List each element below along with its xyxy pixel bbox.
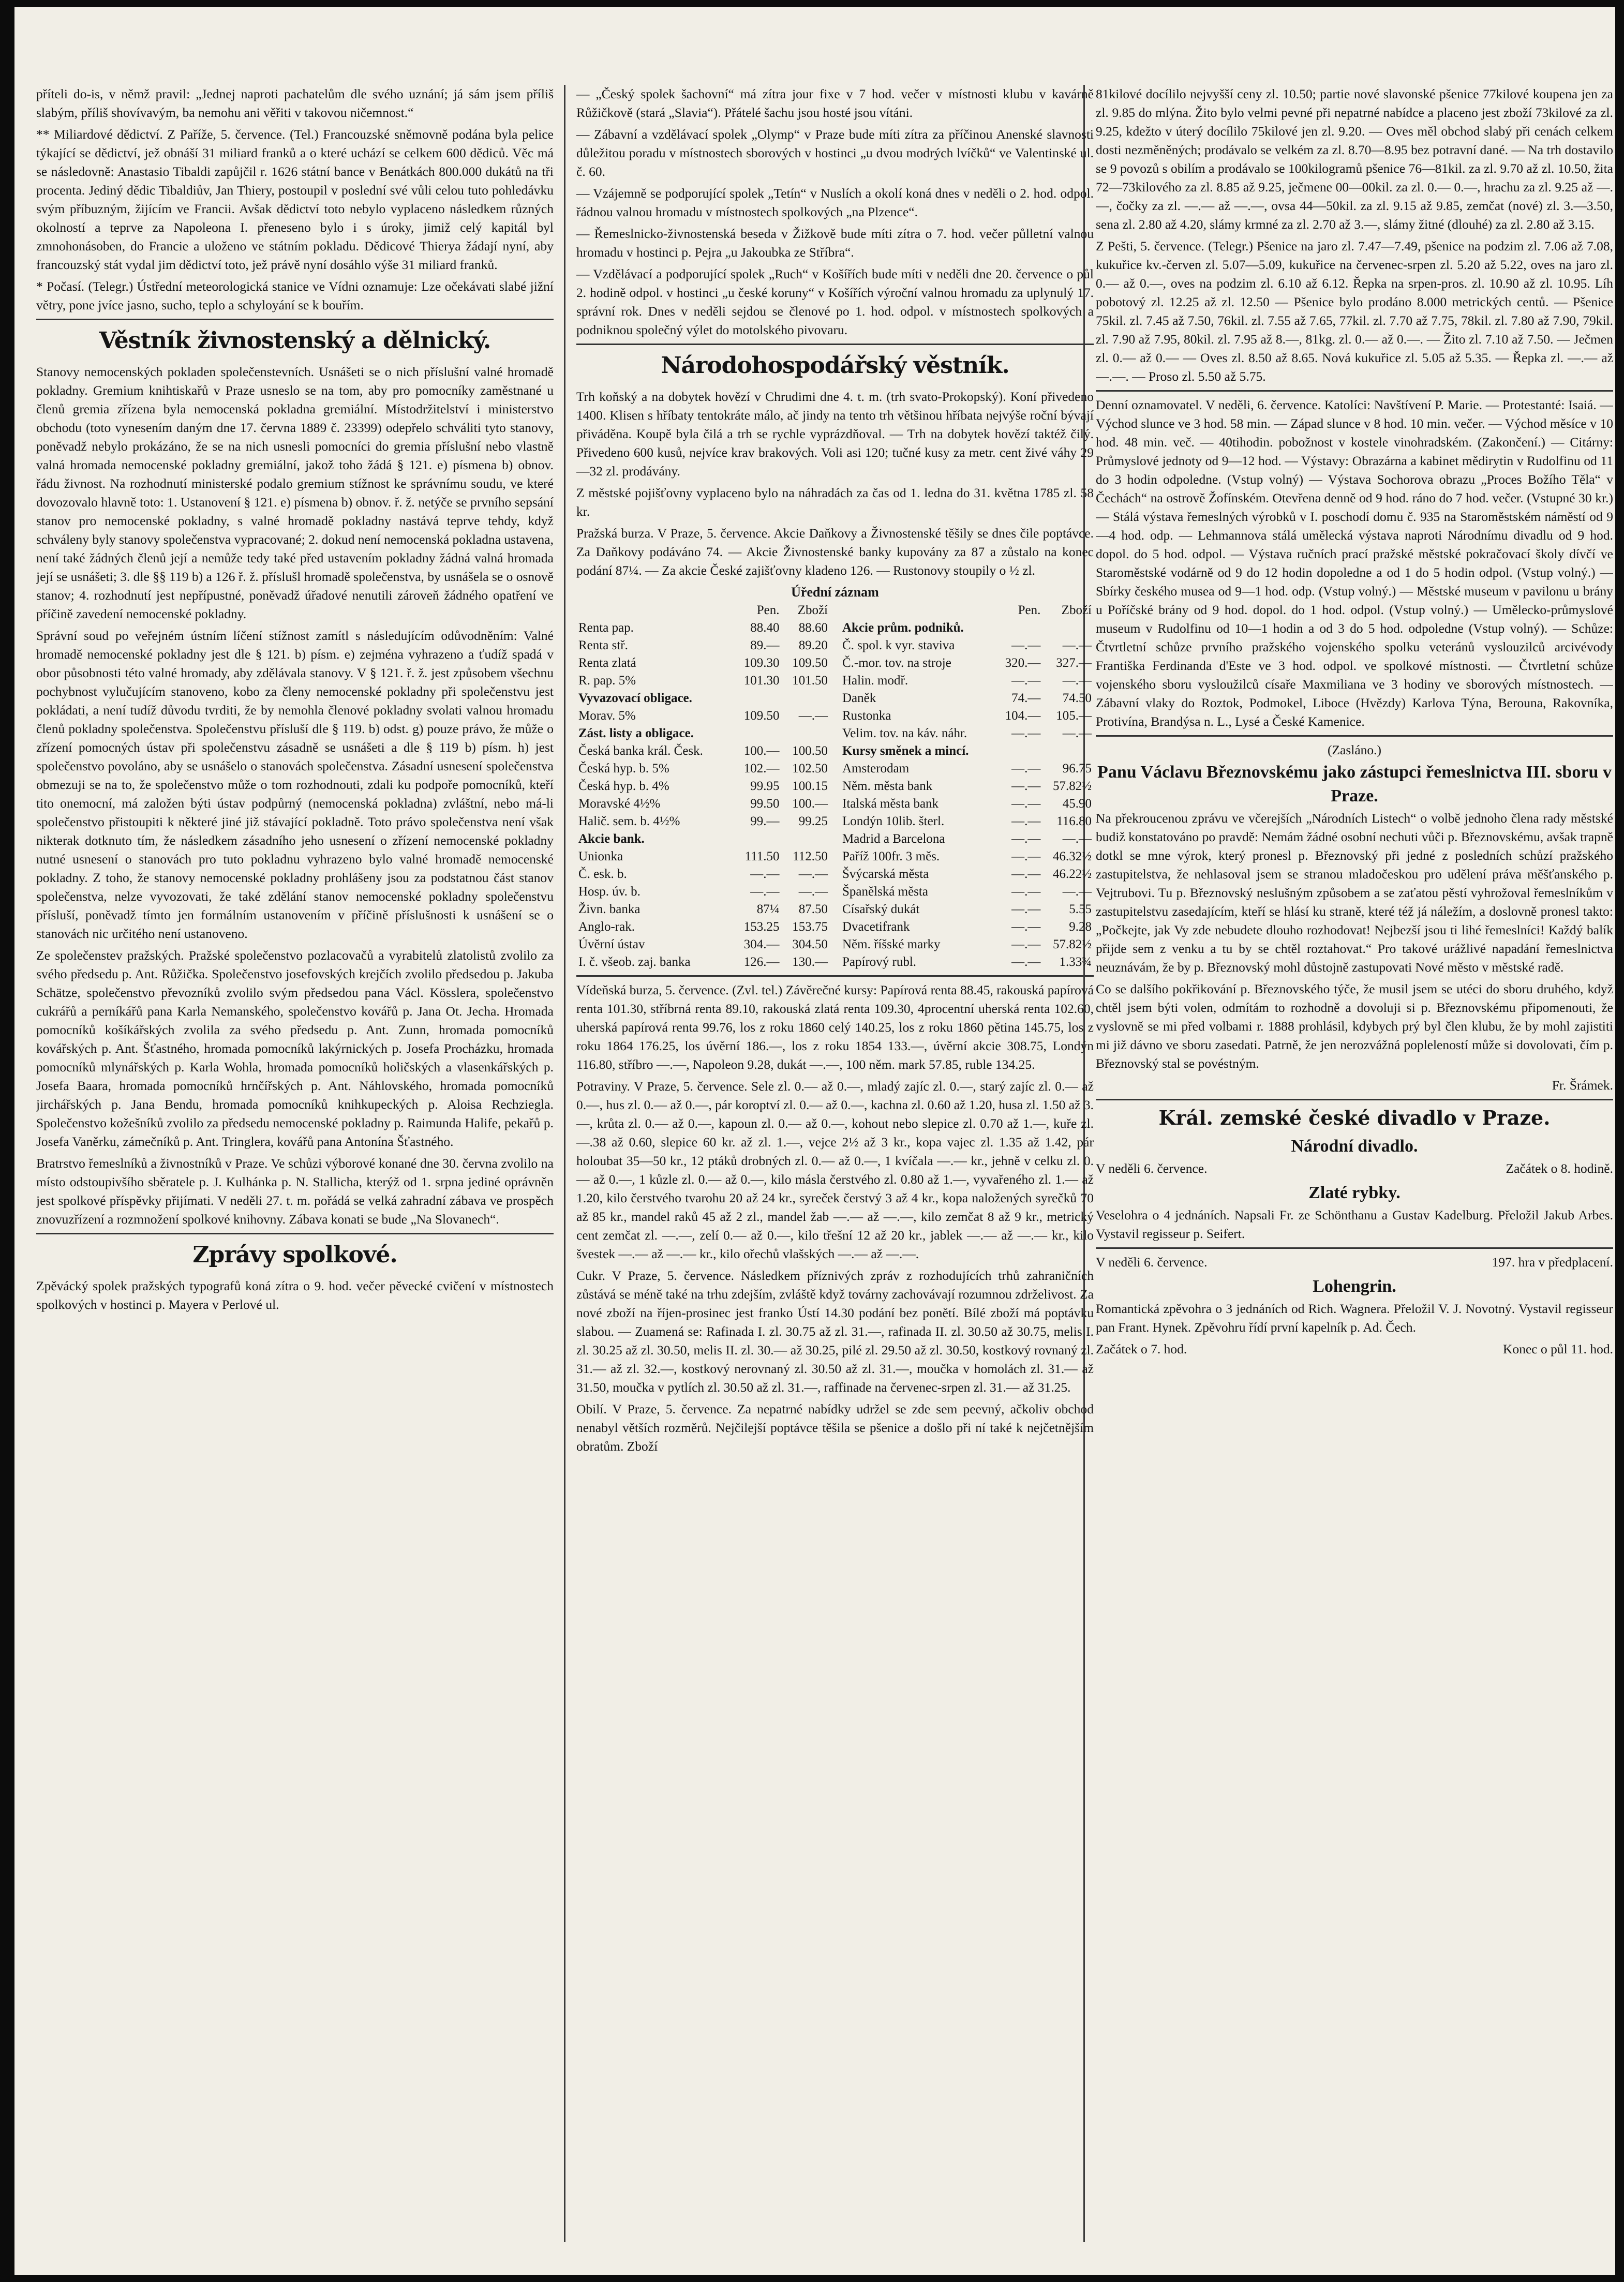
table-row: [840, 725, 1094, 742]
performance-date-row: [1096, 1253, 1613, 1272]
article-paragraph: Denní oznamovatel. V neděli, 6. července. Katolíci: Navštívení P. Marie. — Protestanté: Isaiá. — Východ slunce ve 3 hod. 58 min. — Západ slunce v 8 hod. 10 min. večer. — Východ měsíce v 10 hod. 48 min. več. — 40tihodin. pobožnost v kostele vinohradském. (Zakončení.) — Citárny: Průmyslové jednoty od 9—12 hod. — Výstavy: Obrazárna a kabinet mědirytin v Rudolfinu od 11 do 3 hodin odpoledne. (Vstup volný) — Výstava Sochorova obrazu „Proces Božího Těla“ v Čechách“ na ostrově Žofínském. Otevřena denně od 9 hod. ráno do 7 hod. večer. (Vstupné 30 kr.) — Stálá výstava řemeslných výrobků v I. poschodí domu č. 935 na Staroměstském náměstí od 9—4 hod. odp. — Lehmannova stálá umělecká výstava naproti Národnímu divadlu od 9 hod. dopol. do 5 hod. odpol. — Výstava ručních prací pražské městské pokračovací školy dívčí ve Staroměstské vodárně od 9 do 12 hodin dopoledne a od 1 do 5 hodin odpol. (Vstup volný.) — Sbírky českého musea od 9—1 hod. odp. (Vstup volný.) — Městské museum v pavilonu u brány u Poříčské brány od 9 hod. dopol. do 1 hod. odpol. (Vstup volný.) — Umělecko-průmyslové museum v Rudolfinu od 10—1 hodin a od 3 do 5 hod. odpoledne (Vstup volný). — Schůze: Čtvrtletní schůze prvního pražského vojenského spolku veteránů vyslouzilců arcivévody Františka Ferdinanda d'Este ve 3 hod. odpol. ve spolkové místnosti. — Čtvrtletní schůze vojenského sboru vysloužilců císaře Maxmiliana ve 3 hodiny ve sborových místnostech. — Zábavní vlaky do Roztok, Podmokel, Liboce (Hvězdy) Karlova Týna, Berouna, Rakovníka, Protivína, Brandýsa n. L., Lysé a České Kamenice.: [1096, 397, 1613, 729]
column-left: [36, 85, 554, 2242]
quote-pen: 109.30: [743, 656, 780, 670]
newspaper-page: [14, 7, 1615, 2275]
section-rule: [1096, 735, 1613, 737]
quote-label: Akcie prům. podniků.: [842, 621, 964, 635]
table-row: [840, 883, 1094, 901]
quote-pen: 99.50: [750, 797, 780, 811]
quote-label: Č. esk. b.: [578, 867, 627, 881]
quote-label: Moravské 4½%: [578, 797, 661, 811]
table-row: [840, 848, 1094, 866]
column-right: [1096, 85, 1613, 2242]
quote-pen: 304.—: [743, 937, 780, 951]
quote-zbozi: 96.75: [1062, 762, 1092, 775]
table-header-row: [840, 602, 1094, 619]
table-row: [576, 637, 830, 654]
quote-zbozi: 74.50: [1062, 691, 1092, 705]
quote-zbozi: 112.50: [793, 849, 828, 863]
quote-label: Úvěrní ústav: [578, 937, 645, 951]
table-row: [576, 848, 830, 866]
article-paragraph: Na překroucenou zprávu ve včerejších „Národních Listech“ o volbě jednoho člena rady městské budiž konstatováno po pravdě: Nemám žádné osobní nechuti vůči p. Březnovskému, avšak trapně dotkl se mne výrok, který pronesl p. Březnovský při jedné z posledních schůzí pražského zastupitelstva, že nehlasoval jsem se stranou mladočeskou pro udělení práva měšťanského p. Vejtrubovi. Tu p. Březnovský neslušným způsobem a se zaťatou pěstí vyhrožoval řemeslníkům v zastupitelstvu zasedajícím, kteří se hlásí ku straně, které též já náležím, a doslovně pronesl takto: „Počkejte, jak Vy zde nebudete dlouho rozhodovat! Nejbezší jsou ti lihé řemeslníci! Každý balík přijde sem z venku a tu by se chtěl roztahovat.“ Pro takové urážlivé napadání řemeslnictva neuznávám, že by p. Březnovský mohl důstojně zastupovati Nové město v městské radě.: [1096, 811, 1613, 975]
table-row: [576, 901, 830, 918]
quote-pen: —.—: [1011, 920, 1041, 934]
table-row: [576, 866, 830, 883]
quote-zbozi: 100.15: [792, 779, 828, 793]
quote-label: Dvacetifrank: [842, 920, 910, 934]
play-description: Veselohra o 4 jednáních. Napsali Fr. ze Schönthanu a Gustav Kadelburg. Přeložil Jakub Arbes. Vystavil regisseur p. Seifert.: [1096, 1207, 1613, 1241]
performance-start: Začátek o 7. hod.: [1096, 1341, 1187, 1356]
quote-label: Č.-mor. tov. na stroje: [842, 656, 951, 670]
quote-zbozi: 46.32½: [1053, 849, 1092, 863]
quote-label: Č. spol. k vyr. staviva: [842, 638, 955, 652]
table-row: [576, 672, 830, 690]
article-paragraph: Z Pešti, 5. července. (Telegr.) Pšenice na jaro zl. 7.47—7.49, pšenice na podzim zl. 7.06 až 7.08, kukuřice kv.-červen zl. 5.07—5.09, kukuřice na červenec-srpen zl. 5.20 až 5.22, oves na jaro zl. 0.— až 0.—, oves na podzim zl. 6.10 až 6.12. Řepka na srpen-pros. zl. 10.90 až zl. 10.95. Líh pobotový zl. 12.25 až zl. 12.50 — Pšenice bylo prodáno 8.000 metrických centů. — Pšenice 75kil. zl. 7.45 až 7.50, 76kil. zl. 7.55 až 7.65, 77kil. zl. 7.70 až 7.75, 78kil. zl. 7.80 až 7.90, 79kil. zl. 7.90 až 7.95, 80kil. zl. 7.95 až 8.—, 81kg. zl. 0.— až 0.—. — Žito zl. 7.10 až 7.50. — Ječmen zl. 0.— až 0.— — Oves zl. 8.50 až 8.65. Nová kukuřice zl. 5.05 až 5.35. — Řepka zl. —.— až —.—. — Proso zl. 5.50 až 5.75.: [1096, 238, 1613, 384]
quote-zbozi: —.—: [1062, 885, 1092, 899]
quote-pen: 100.—: [743, 744, 780, 758]
article-paragraph: * Počasí. (Telegr.) Ústřední meteorologická stanice ve Vídni oznamuje: Lze očekávati slabé jižní větry, pone jvíce jasno, sucho, teplo a schyloyání se k bouřím.: [36, 279, 554, 312]
article-paragraph: příteli do-is, v němž pravil: „Jednej naproti pachatelům dle svého uznání; já sám jsem příliš slabým, příliš shovívavým, ba nemohu ani věřiti v takovou ničemnost.“: [36, 86, 554, 120]
section-heading: Věstník živnostenský a dělnický.: [99, 327, 491, 354]
performance-time-row: [1096, 1340, 1613, 1359]
table-row: [576, 742, 830, 760]
quote-pen: [995, 619, 1042, 637]
table-row: [840, 830, 1094, 848]
quote-pen: [995, 742, 1042, 760]
quotes-table-left: [576, 602, 830, 971]
quote-zbozi: —.—: [798, 709, 828, 723]
quote-zbozi: 327.—: [1056, 656, 1092, 670]
quote-zbozi: 153.75: [792, 920, 828, 934]
quote-zbozi: —.—: [1062, 674, 1092, 688]
quote-label: Česká banka král. Česk.: [578, 744, 703, 758]
article-paragraph: Stanovy nemocenských pokladen společenstevních. Usnášeti se o nich příslušní valné hromadě pokladny. Gremium knihtiskařů v Praze usneslo se na tom, aby pro pomocníky zaměstnané u členů gremia zřízena byla nemocenská pokladna gremiální. Místodržitelství i ministerstvo obchodu (toto vynesením daným dne 17. června 1889 č. 23399) odepřelo schváliti tyto stanovy, poněvadž nebylo prokázáno, že se na nich usnesli pomocníci do gremia příslušní nebo vlastně valná hromada nemocenské pokladny gremiální, jakož toho žádá § 121. e) písmena b) obnov. řádu živnost. Na rozhodnutí ministerské podalo gremium stížnost ke správnímu soudu, ve které dovozovalo hlavně toto: 1. Ustanovení § 121. e) písmena b) obnov. ř. ž. netýče se prvního sepsání stanov pro nemocenské pokladny, s valné hromadě pokladny nastává teprve tehdy, když schváleny byly stanovy společenstva vypracované; 2. dokud není nemocenská pokladna ustavena, není také žádných členů její a nemůže tedy také před ustavením pokladny žádná valná hromada její se usnášeti; 3. dle §§ 119 b) a 126 ř. ž. příslušl hromadě společenstva, by usnášela se o osnově stanov; 4. rozhodnutí jest nepřípustné, poněvadž úřadové nenutili zároveň žádného opatření ve příčině zavedení nemocenské pokladny.: [36, 364, 554, 621]
table-row: [576, 760, 830, 778]
article-paragraph: Obilí. V Praze, 5. července. Za nepatrné nabídky udržel se zde sem peevný, ačkoliv obchod nenabyl větších rozměrů. Nejčilejší poptávce těšila se pšenice a došlo při ní také k nejčetnějším obratům. Zboží: [576, 1401, 1094, 1454]
quote-pen: —.—: [1011, 867, 1041, 881]
quote-pen: —.—: [1011, 832, 1041, 846]
quote-label: Živn. banka: [578, 902, 640, 916]
section-rule: [1096, 390, 1613, 392]
table-row: [576, 918, 830, 936]
quote-label: Halič. sem. b. 4½%: [578, 814, 680, 828]
signature: Fr. Šrámek.: [1552, 1078, 1613, 1093]
quote-pen: 153.25: [743, 920, 780, 934]
table-row: [840, 778, 1094, 795]
section-rule: [576, 975, 1094, 977]
quote-pen: 104.—: [1005, 709, 1041, 723]
quote-label: Daněk: [842, 691, 876, 705]
quote-zbozi: 105.—: [1056, 709, 1092, 723]
performance-start: Začátek o 8. hodině.: [1506, 1161, 1613, 1176]
quote-zbozi: 57.82½: [1053, 779, 1092, 793]
table-row: [840, 637, 1094, 654]
article-paragraph: Bratrstvo řemeslníků a živnostníků v Praze. Ve schůzi výborové konané dne 30. června zvolilo na místo odstoupivšího sběratele p. J. Kulhánka p. N. Stallicha, kterýž od 1. srpna jediné oprávněn jest spolkové příspěvky přijímati. V neděli 27. t. m. pořádá se velká zahradní zábava ve prospěch znovuzřízení a rozmnožení spolkové knihovny. Zábava konati se bude „Na Slovanech“.: [36, 1156, 554, 1227]
table-row: [576, 795, 830, 813]
quote-label: Vyvazovací obligace.: [578, 691, 692, 705]
quote-zbozi: —.—: [1062, 638, 1092, 652]
article-paragraph: Vídeňská burza, 5. července. (Zvl. tel.) Závěrečné kursy: Papírová renta 88.45, rakouská papírová renta 101.30, stříbrná renta 89.10, rakouská zlatá renta 109.30, 4procentní uherská renta 102.60, uherská papírová renta 99.76, los z roku 1860 celý 140.25, los z roku 1860 pětina 145.75, los z roku 1864 176.25, los úvěrní 186.—, los z roku 1854 133.—, úvěrní akcie 308.75, Londýn 116.80, stříbro —.—, Napoleon 9.28, dukát —.—, 100 něm. mark 57.85, ruble 134.25.: [576, 982, 1094, 1072]
article-paragraph: Ze společenstev pražských. Pražské společenstvo pozlacovačů a vyrabitelů zlatolistů zvolilo za svého předsedu p. Ant. Růžička. Společenstvo josefovských krejčích zvolilo předsedou p. Jakuba Schätze, společenstvo převozníků zvolilo svým předsedou pana Václ. Kösslera, společenstvo cukrářů a perníkářů pana Karla Nemanského, společenstvo kovářů p. Jana Ot. Jecha. Hromada pomocníků košíkářských zvolila za svého předsedu p. Ant. Zunn, hromada pomocníků kovářských p. Ant. Šťastného, hromada pomocníků lakýrnických p. Josefa Procházku, hromada pomocníků mlynářských p. Karla Wohla, hromada pomocníků holičských a vlasenkářských p. Josefa Baara, hromada pomocníků hrnčířských p. Ant. Náhlovského, hromada pomocníků jirchářských p. Jana Bendu, hromada pomocníků knihkupeckých p. Aloisa Rechziegla. Společenstvo kožešníků zvolilo za předsedu nemocenské pokladny p. Raimunda Halife, pekařů p. Josefa Vaněrku, zámečníků p. Ant. Tringlera, kovářů pana Antonína Šťastného.: [36, 948, 554, 1149]
quote-label: Něm. říšské marky: [842, 937, 941, 951]
table-row: [840, 619, 1094, 637]
article-paragraph: Zpěvácký spolek pražských typografů koná zítra o 9. hod. večer pěvecké cvičení v místnostech spolkových v hostinci p. Mayera v Perlové ul.: [36, 1278, 554, 1312]
quote-zbozi: —.—: [798, 885, 828, 899]
article-paragraph: — Vzájemně se podporující spolek „Tetín“ v Nuslích a okolí koná dnes v neděli o 2. hod. odpol. řádnou valnou hromadu v místnostech spolkových „na Plzence“.: [576, 186, 1094, 219]
quote-label: Italská města bank: [842, 797, 939, 811]
quote-pen: 88.40: [750, 621, 780, 635]
quote-zbozi: 88.60: [798, 621, 828, 635]
table-row: [576, 778, 830, 795]
quote-pen: 109.50: [743, 709, 780, 723]
quote-pen: [733, 725, 781, 742]
quote-zbozi: 5.55: [1069, 902, 1092, 916]
quote-label: Císařský dukát: [842, 902, 920, 916]
table-row: [576, 654, 830, 672]
table-row: [840, 936, 1094, 953]
section-rule: [36, 1233, 554, 1234]
quote-label: Papírový rubl.: [842, 955, 917, 969]
quote-pen: 99.—: [750, 814, 780, 828]
quote-pen: —.—: [1011, 955, 1041, 969]
quote-zbozi: —.—: [1062, 726, 1092, 740]
table-row: [840, 901, 1094, 918]
table-row: [840, 953, 1094, 971]
table-row: [840, 918, 1094, 936]
table-header-row: [576, 602, 830, 619]
quote-zbozi: [1042, 742, 1094, 760]
article-paragraph: Co se dalšího pokřikování p. Březnovského týče, že musil jsem se utéci do sboru druhého, když chtěl jsem býti volen, odmítám to rozhodně a dovoluji si p. Březnovskému připomenouti, že vyslovně se mi před volbami r. 1888 prohlásil, kdybych prý byl člen klubu, že by mohl zajistiti mi již dávno ve sboru zasedati. Patrně, že jen nerozvážná popleleností může si dovolovati, čím p. Březnovský stal se povéstným.: [1096, 981, 1613, 1071]
article-paragraph: Cukr. V Praze, 5. července. Následkem příznivých zpráv z rozhodujících trhů zahraničních zůstává se méně také na trhu zdejším, zvláště když továrny zachovávají rozumnou zdrželivost. Za nové zboží na říjen-prosinec jest franko Ústí 14.30 podání bez ponětí. Bílé zboží má poptávku slabou. — Zuamená se: Rafinada I. zl. 30.75 až zl. 31.—, rafinada II. zl. 30.50 až 30.75, melis I. zl. 30.25 až zl. 30.50, melis II. zl. 30.— až 30.25, pilé zl. 29.50 až zl. 30.50, kostkový rovnaný zl. 31.— až zl. 32.—, kostkový nerovnaný zl. 30.50 až zl. 31.—, moučka v homolách zl. 31.— až 31.50, moučka v pytlích zl. 30.50 až zl. 31.—, raffinade na červenec-srpen zl. 31.— až 31.25.: [576, 1268, 1094, 1395]
quote-pen: —.—: [750, 867, 780, 881]
quote-pen: 320.—: [1005, 656, 1041, 670]
quotes-table-right: [840, 602, 1094, 971]
quote-label: I. č. všeob. zaj. banka: [578, 955, 691, 969]
section-heading: Národohospodářský věstník.: [661, 352, 1009, 379]
column-header: Zboží: [1061, 603, 1092, 617]
table-row: [576, 690, 830, 707]
quote-zbozi: 99.25: [798, 814, 828, 828]
article-paragraph: Pražská burza. V Praze, 5. července. Akcie Daňkovy a Živnostenské těšily se dnes čile poptávce. Za Daňkovy podáváno 74. — Akcie Živnostenské banky kupovány za 87 a zůstalo na konec podání 87¼. — Za akcie České zajišťovny kladeno 126. — Rustonovy stoupily o ½ zl.: [576, 526, 1094, 578]
quote-zbozi: —.—: [798, 867, 828, 881]
play-title: Lohengrin.: [1313, 1277, 1396, 1296]
quote-pen: [733, 830, 781, 848]
table-row: [840, 654, 1094, 672]
quote-pen: —.—: [1011, 814, 1041, 828]
quote-pen: 87¼: [756, 902, 780, 916]
quote-label: Amsterodam: [842, 762, 910, 775]
quote-zbozi: 89.20: [798, 638, 828, 652]
quote-pen: —.—: [750, 885, 780, 899]
table-row: [576, 936, 830, 953]
quote-label: Unionka: [578, 849, 623, 863]
table-row: [576, 725, 830, 742]
quote-label: Renta stř.: [578, 638, 628, 652]
article-paragraph: — „Český spolek šachovní“ má zítra jour fixe v 7 hod. večer v místnosti klubu v kavárně Růžičkově (stará „Slavia“). Přátelé šachu jsou hosté jsou vítáni.: [576, 86, 1094, 120]
quote-zbozi: 100.50: [792, 744, 828, 758]
performance-info: 197. hra v předplacení.: [1492, 1255, 1613, 1270]
quote-pen: —.—: [1011, 937, 1041, 951]
zaslano-label: (Zasláno.): [1327, 742, 1382, 757]
quote-label: Česká hyp. b. 4%: [578, 779, 669, 793]
quote-pen: —.—: [1011, 779, 1041, 793]
quote-zbozi: 100.—: [792, 797, 828, 811]
quote-pen: 111.50: [744, 849, 780, 863]
article-paragraph: ** Miliardové dědictví. Z Paříže, 5. července. (Tel.) Francouzské sněmovně podána byla pelice týkající se dědictví, jež obnáší 31 miliard franků a o které uchází se celkem 600 dědiců. Věc má se následovně: Anastasio Tibaldi zapůjčil r. 1626 státní bance v Benátkách 800.000 dukátů na tři procenta. Jediný dědic Tibaldiův, Jan Thiery, postoupil v poslední své vůli celou tuto pohledávku svým příbuzným, žijícím ve Francii. Avšak dědictví toto nebylo vyplaceno následkem různých okolností a teprve za Napoleona I. přeneseno bylo i s úroky, jimiž celý kapitál byl zmnohonásoben, do Francie a uloženo ve státním pokladu. Dědicové Thierya žádají nyní, aby francouzský stát vydal jim dědictví toto, jež právě nyní dosáhlo výše 31 miliard franků.: [36, 127, 554, 272]
quote-label: Morav. 5%: [578, 709, 636, 723]
table-row: [840, 795, 1094, 813]
column-header: Pen.: [1018, 603, 1041, 617]
quote-pen: —.—: [1011, 762, 1041, 775]
quote-label: Kursy směnek a mincí.: [842, 744, 969, 758]
quote-label: Madrid a Barcelona: [842, 832, 945, 846]
quote-pen: 126.—: [743, 955, 780, 969]
quote-zbozi: [782, 725, 830, 742]
quote-pen: 102.—: [743, 762, 780, 775]
table-row: [840, 813, 1094, 830]
quote-label: Velim. tov. na káv. náhr.: [842, 726, 967, 740]
quote-pen: 101.30: [743, 674, 780, 688]
quote-zbozi: [782, 830, 830, 848]
quote-label: Zást. listy a obligace.: [578, 726, 694, 740]
quote-label: Anglo-rak.: [578, 920, 635, 934]
table-row: [840, 707, 1094, 725]
quote-label: Renta pap.: [578, 621, 634, 635]
quote-zbozi: 116.80: [1056, 814, 1092, 828]
column-divider: [564, 85, 565, 2242]
article-paragraph: 81kilové docílilo nejvyšší ceny zl. 10.50; partie nové slavonské pšenice 77kilové koupena jen za zl. 9.85 do mlýna. Žito bylo velmi pevné při nepatrné nabídce a placeno jest zboží 73kilové za zl. 9.25, kdežto v úterý docílilo 75kilové jen zl. 9.20. — Oves měl obchod slabý při cenách celkem dosti nezměněných; prodávalo se velkém za zl. 8.70—8.95 bez potravní dané. — Na trh dostavilo se 9 povozů s obilím a prodávalo se 100kilogramů pšenice 76—81kil. za zl. 9.70 až zl. 10.50, žita 72—73kilového za zl. 8.85 až 9.25, ječmene 00—00kil. za zl. 0.— 0.—, hrachu za zl. 9.25 až —.—, čočky za zl. —.— až —.—, ovsa 44—50kil. za zl. 9.15 až 9.85, zemčat (nové) zl. 3.—3.50, sena zl. 2.80 až 4.20, slámy krmné za zl. 2.70 až 3.—, slámy žitné (dlouhé) za zl. 2.80 až 3.15.: [1096, 86, 1613, 232]
quote-zbozi: 130.—: [792, 955, 828, 969]
quote-pen: —.—: [1011, 797, 1041, 811]
table-row: [840, 672, 1094, 690]
quote-label: Halin. modř.: [842, 674, 908, 688]
quote-label: Španělská města: [842, 885, 928, 899]
quote-pen: 99.95: [750, 779, 780, 793]
quote-zbozi: 1.33¾: [1059, 955, 1092, 969]
table-row: [576, 830, 830, 848]
quote-label: Něm. města bank: [842, 779, 933, 793]
article-paragraph: Potraviny. V Praze, 5. července. Sele zl. 0.— až 0.—, mladý zajíc zl. 0.—, starý zajíc zl. 0.— až 0.—, hus zl. 0.— až 0.—, pár koroptví zl. 0.— až 0.—, kachna zl. 0.60 až 1.20, husa zl. 1.50 až 3.—, krůta zl. 0.— až 0.—, kapoun zl. 0.— až 0.—, kohout nebo slepice zl. 0.70 až 1.—, kuře zl. —.38 až 0.60, slepice 60 kr. až zl. 1.—, vejce 2½ až 3 kr., kopa vajec zl. 1.35 až 1.42, pár holoubat 35—50 kr., 12 ptáků drobných zl. 0.— až 0.—, 1 kvíčala —.— kr., jehně v celku zl. 0.— až 0.—, 1 kůzle zl. 0.— až 0.—, kilo másla čerstvého zl. 0.80 až 1.—, vyvařeného zl. 1.— až 1.20, kilo čerstvého tvarohu 20 až 24 kr., syreček čerstvý 3 až 4 kr., kopa naložených syrečků 70 až 85 kr., mandel raků 45 až 2 zl., mandel žab —.— až —.—, kilo zemčat 8 až 9 kr., metrický cent zemčat zl. —.—, zelí 0.— až 0.—, kilo třešní 12 až 20 kr., jablek —.— až —.— kr., kilo švestek —.— až —.— kr., kilo ořechů vlašských —.— až —.—.: [576, 1079, 1094, 1261]
quote-pen: —.—: [1011, 638, 1041, 652]
section-rule: [1096, 1247, 1613, 1249]
quote-label: Londýn 10lib. šterl.: [842, 814, 945, 828]
performance-date: V neděli 6. července.: [1096, 1255, 1208, 1270]
table-row: [576, 707, 830, 725]
theatre-heading: Král. zemské české divadlo v Praze.: [1158, 1106, 1551, 1129]
quote-zbozi: 45.90: [1062, 797, 1092, 811]
quote-label: Akcie bank.: [578, 832, 645, 846]
section-heading: Zprávy spolkové.: [192, 1242, 397, 1268]
quote-label: Rustonka: [842, 709, 891, 723]
performance-date: V neděli 6. července.: [1096, 1161, 1208, 1176]
column-header: Pen.: [756, 603, 780, 617]
quote-zbozi: [782, 690, 830, 707]
article-paragraph: Správní soud po veřejném ústním líčení stížnost zamítl s následujícím odůvodněním: Valné hromadě nemocenské pokladny jest dle § 121. b) písm. e) zejména vyhrazeno a ťudíž spadá v obor působnosti této valné hromady, aby zdělávala stanovy. V § 121. ř. ž. jest způsobem všechnu pochybnost vylučujícím stanoveno, kobo za členy nemocenské pokladny při společenstvu jest pokládati, a není tudíž důvodu tvrditi, že by nemohla členové pokladny svolati valnou hromadu členů pokladny společenstva. Společenstvu přísluší dle § 119. b) odst. g) pouze právo, že může o zřízení pomocných ústav při společenstvu zásadně se usnášeti a dle § 119 b) písm. h) jest společenstvo povoláno, aby se usnášelo o stanovách společenstva. Zásadní usnesení společenstva obmezuji se na to, že společenstvo může o tom rozhodnouti, zdali ku podpoře pomocníků, kteří tito onemocní, má založen býti ústav podpůrný (nemocenská pokladna) zvláštní, nebo má-li společenstvo přistoupiti k některé jiné již stávající pokladně. Toto právo společenstva není však nikterak dotknuto tím, že následkem zásadního jeho usnesení o zřízení nemocenské pokladny nutné usnesení o stanovách pro tuto pokladnu vyhrazeno bylo valné hromadě nemocenské pokladny. Z toho, že stanovy nemocenské pokladny prohlášeny jsou za podstatnou část stanov společenstva, nelze vyvozovati, že také zdělání stanov nemocenské pokladny společenstvu přísluší, poněvadž tímto jen formálním ustanovením v příčině příslušnosti k usnášení se o stanovách nic určitého není ustanoveno.: [36, 628, 554, 941]
quote-pen: [733, 690, 781, 707]
quote-zbozi: 101.50: [792, 674, 828, 688]
quote-zbozi: 109.50: [792, 656, 828, 670]
quote-label: Hosp. úv. b.: [578, 885, 640, 899]
section-rule: [576, 344, 1094, 345]
quote-pen: —.—: [1011, 885, 1041, 899]
quote-label: Česká hyp. b. 5%: [578, 762, 669, 775]
table-row: [840, 760, 1094, 778]
table-row: [576, 813, 830, 830]
quote-pen: 74.—: [1011, 691, 1041, 705]
quote-zbozi: [1042, 619, 1094, 637]
quote-pen: —.—: [1011, 674, 1041, 688]
section-rule: [1096, 1099, 1613, 1100]
table-row: [840, 866, 1094, 883]
quote-label: Švýcarská města: [842, 867, 929, 881]
section-rule: [36, 319, 554, 320]
quote-zbozi: 57.82½: [1053, 937, 1092, 951]
play-description: Romantická zpěvohra o 3 jednáních od Rich. Wagnera. Přeložil V. J. Novotný. Vystavil regisseur pan Frant. Hynek. Zpěvohru řídí první kapelník p. Ad. Čech.: [1096, 1301, 1613, 1335]
letter-heading: Panu Václavu Březnovskému jako zástupci řemeslnictva III. sboru v Praze.: [1097, 763, 1612, 806]
column-header: Zboží: [797, 603, 828, 617]
article-paragraph: — Vzdělávací a podporující spolek „Ruch“ v Košířích bude míti v neděli dne 20. července o půl 2. hodině odpol. v hostinci „u české koruny“ v Košířích výroční valnou hromadu za uplynulý 17. správní rok. Dnes v neděli sejdou se členové po 1. hod. odpol. v místnostech spolkových a podniknou společný výlet do motolského pivovaru.: [576, 266, 1094, 337]
table-row: [840, 690, 1094, 707]
table-row: [576, 619, 830, 637]
quotes-title: Úřední záznam: [791, 585, 879, 600]
quote-pen: —.—: [1011, 849, 1041, 863]
quote-label: Paříž 100fr. 3 měs.: [842, 849, 940, 863]
quote-zbozi: 46.22½: [1053, 867, 1092, 881]
quote-zbozi: 9.28: [1069, 920, 1092, 934]
play-title: Zlaté rybky.: [1308, 1183, 1400, 1202]
quote-label: Renta zlatá: [578, 656, 636, 670]
quote-zbozi: 87.50: [798, 902, 828, 916]
article-paragraph: Z městské pojišťovny vyplaceno bylo na náhradách za čas od 1. ledna do 31. května 1785 zl. 58 kr.: [576, 485, 1094, 519]
performance-end: Konec o půl 11. hod.: [1503, 1341, 1613, 1356]
column-middle: [576, 85, 1094, 2242]
article-paragraph: Trh koňský a na dobytek hovězí v Chrudimi dne 4. t. m. (trh svato-Prokopský). Koní přivedeno 1400. Klisen s hříbaty tentokráte málo, ač jindy na tento trh většinou hříbata nejvýše roční bývají přiváděna. Koupě byla čilá a trh se rychle vyprázdňoval. — Trh na dobytek hovězí taktéž čilý. Přivedeno 600 kusů, nejvíce krav brakových. Voli asi 120; tučné kusy za metr. cent živé váhy 29—32 zl. prodávány.: [576, 389, 1094, 479]
quote-pen: —.—: [1011, 726, 1041, 740]
quote-label: R. pap. 5%: [578, 674, 636, 688]
performance-date-row: [1096, 1159, 1613, 1178]
quote-zbozi: 304.50: [792, 937, 828, 951]
theatre-subheading: Národní divadlo.: [1291, 1137, 1418, 1156]
quotes-tables: [576, 602, 1094, 971]
quote-zbozi: —.—: [1062, 832, 1092, 846]
table-row: [576, 953, 830, 971]
table-row: [576, 883, 830, 901]
article-paragraph: — Řemeslnicko-živnostenská beseda v Žižkově bude míti zítra o 7. hod. večer půlletní valnou hromadu v hostinci p. Pejra „u Jakoubka ze Stříbra“.: [576, 226, 1094, 260]
quote-zbozi: 102.50: [792, 762, 828, 775]
quote-pen: —.—: [1011, 902, 1041, 916]
article-paragraph: — Zábavní a vzdělávací spolek „Olymp“ v Praze bude míti zítra za příčinou Anenské slavnosti důležitou poradu v místnostech sborových v hostinci „u dvou modrých lvíčků“ ve Valentinské ul. č. 60.: [576, 127, 1094, 179]
quote-pen: 89.—: [750, 638, 780, 652]
table-row: [840, 742, 1094, 760]
